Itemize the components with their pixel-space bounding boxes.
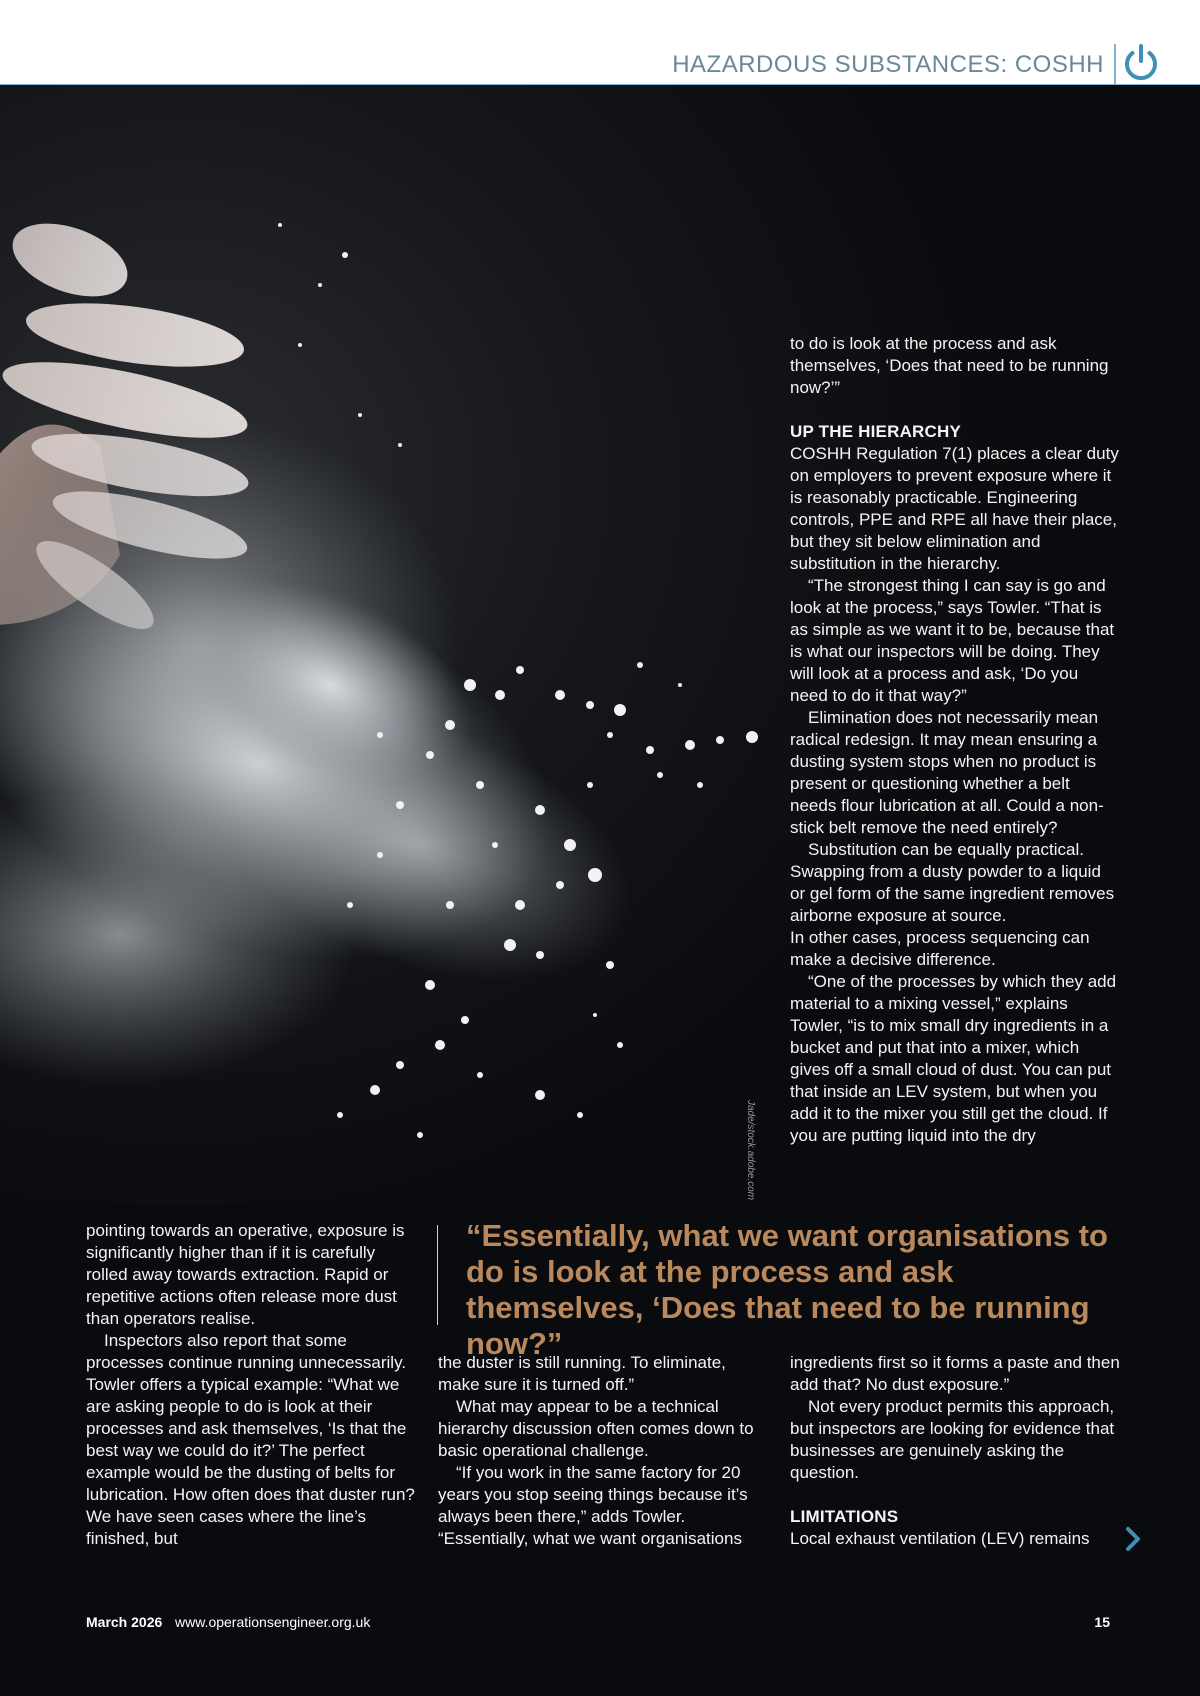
website-link[interactable]: www.operationsengineer.org.uk <box>175 1614 371 1630</box>
paragraph: “If you work in the same factory for 20 years you stop seeing things because it’s always been there,” adds Towler. “Essentially, what we want organisations <box>438 1463 748 1548</box>
paragraph: COSHH Regulation 7(1) places a clear duty on employers to prevent exposure where it is reasonably practicable. Engineering controls, PPE and RPE all have their place, but they sit below elimination and substitution in the hierarchy. <box>790 444 1119 573</box>
section-title: HAZARDOUS SUBSTANCES: COSHH <box>672 51 1104 78</box>
article-column-right-bottom <box>790 1352 1120 1550</box>
paragraph: Elimination does not necessarily mean radical redesign. It may mean ensuring a dusting system stops when no product is present or questioning whether a belt needs flour lubrication at all. Could a non-stick belt remove the need entirely? <box>790 708 1104 837</box>
subheading-up-the-hierarchy: UP THE HIERARCHY <box>790 422 962 441</box>
page-number: 15 <box>1094 1614 1110 1630</box>
paragraph: “One of the processes by which they add material to a mixing vessel,” explains Towler, “is to mix small dry ingredients in a bucket and put that into a mixer, which gives off a small cloud of dust. You can put that inside an LEV system, but when you add it to the mixer you still get the cloud. If you are putting liquid into the dry <box>790 972 1117 1145</box>
article-column-middle <box>438 1352 768 1550</box>
paragraph: Local exhaust ventilation (LEV) remains <box>790 1529 1090 1548</box>
paragraph: Not every product permits this approach, but inspectors are looking for evidence that businesses are genuinely asking the question. <box>790 1397 1115 1482</box>
paragraph: “The strongest thing I can say is go and look at the process,” says Towler. “That is as simple as we want it to be, because that is what our inspectors will be doing. They will look at a process and ask, ‘Do you need to do it that way?” <box>790 576 1115 705</box>
pull-quote-rule <box>437 1225 438 1325</box>
subheading-limitations: LIMITATIONS <box>790 1507 899 1526</box>
header-divider <box>1114 44 1116 84</box>
photo-credit: Jade/stock.adobe.com <box>745 1100 756 1201</box>
paragraph: Inspectors also report that some processes continue running unnecessarily. Towler offers a typical example: “What we are asking people to do is look at their processes and ask themselves, ‘Is that the best way we could do it?’ The perfect example would be the dusting of belts for lubrication. How often does that duster run? We have seen cases where the line’s finished, but <box>86 1331 415 1548</box>
article-column-left <box>86 1220 416 1550</box>
paragraph: the duster is still running. To eliminate, make sure it is turned off.” <box>438 1353 726 1394</box>
paragraph: ingredients first so it forms a paste and then add that? No dust exposure.” <box>790 1353 1120 1394</box>
issue-date: March 2026 <box>86 1614 163 1630</box>
pull-quote: “Essentially, what we want organisations to do is look at the process and ask themselves, ‘Does that need to be running now?” <box>466 1218 1108 1361</box>
page-header <box>0 0 1200 85</box>
article-column-right-top <box>790 333 1120 1147</box>
paragraph: What may appear to be a technical hierarchy discussion often comes down to basic operational challenge. <box>438 1397 754 1460</box>
paragraph: In other cases, process sequencing can make a decisive difference. <box>790 928 1090 969</box>
power-icon <box>1123 43 1159 81</box>
paragraph: to do is look at the process and ask themselves, ‘Does that need to be running now?’” <box>790 334 1109 397</box>
paragraph: Substitution can be equally practical. Swapping from a dusty powder to a liquid or gel form of the same ingredient removes airborne exposure at source. <box>790 840 1115 925</box>
chevron-right-icon[interactable] <box>1124 1526 1142 1552</box>
paragraph: pointing towards an operative, exposure is significantly higher than if it is carefully rolled away towards extraction. Rapid or repetitive actions often release more dust than operators realise. <box>86 1221 405 1328</box>
